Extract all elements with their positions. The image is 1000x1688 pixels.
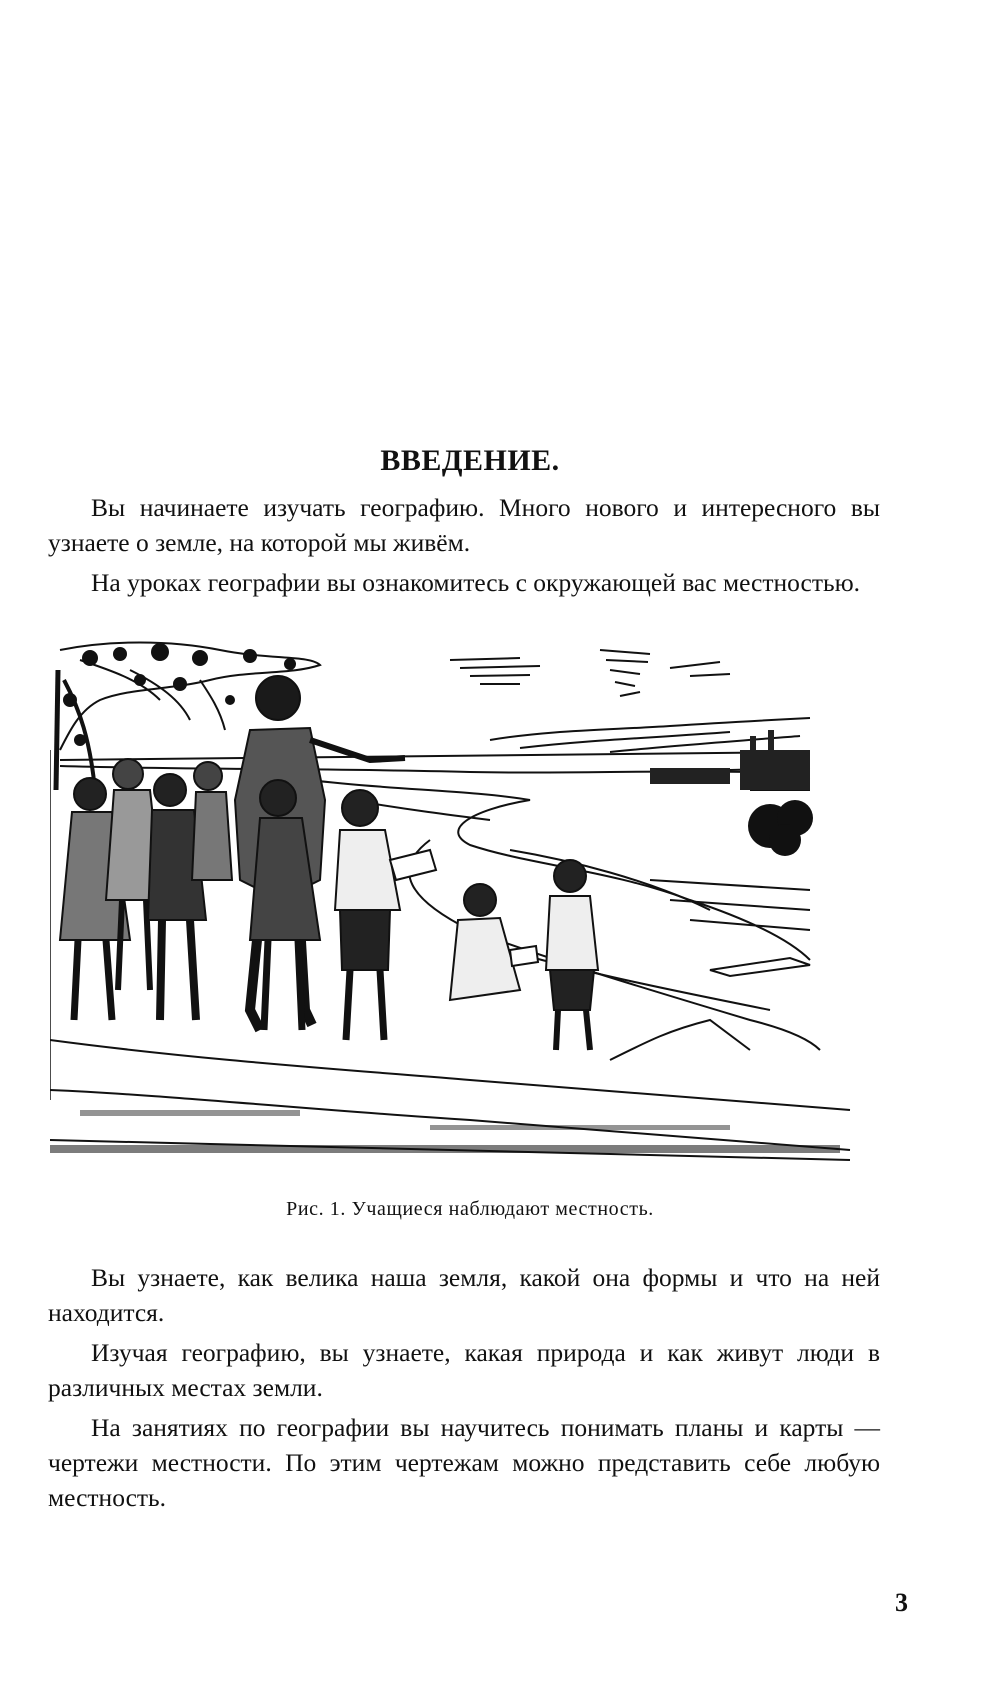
paragraph: Вы начинаете изучать географию. Много нового и интересного вы узнаете о земле, на которой мы живём. (48, 493, 880, 557)
factory-drawing (650, 730, 810, 790)
figure-caption: Рис. 1. Учащиеся наблюдают местность. (286, 1198, 654, 1220)
page-number: 3 (895, 1588, 908, 1617)
paragraph: На занятиях по географии вы научитесь понимать планы и карты — чертежи местности. По этим чертежам можно представить себе любую местность. (48, 1413, 880, 1512)
figure-illustration (50, 640, 880, 1180)
bush-drawing (748, 800, 813, 856)
paragraph: На уроках географии вы ознакомитесь с окружающей вас местностью. (91, 568, 861, 597)
student-standing-right (546, 860, 598, 1050)
intro-text (48, 490, 880, 605)
grass-texture (50, 1110, 840, 1153)
hill-drawing (50, 1020, 850, 1160)
student-boy-notebook (335, 790, 436, 1040)
student-seated (450, 884, 538, 1000)
paragraph: Вы узнаете, как велика наша земля, какой она формы и что на ней находится. (48, 1263, 880, 1327)
students-group-left (60, 759, 232, 1020)
paragraph: Изучая географию, вы узнаете, какая природа и как живут люди в различных местах земли. (48, 1338, 880, 1402)
chapter-heading: ВВЕДЕНИЕ. (380, 444, 560, 477)
body-text (48, 1260, 880, 1520)
illustration-students-observing (50, 640, 880, 1180)
